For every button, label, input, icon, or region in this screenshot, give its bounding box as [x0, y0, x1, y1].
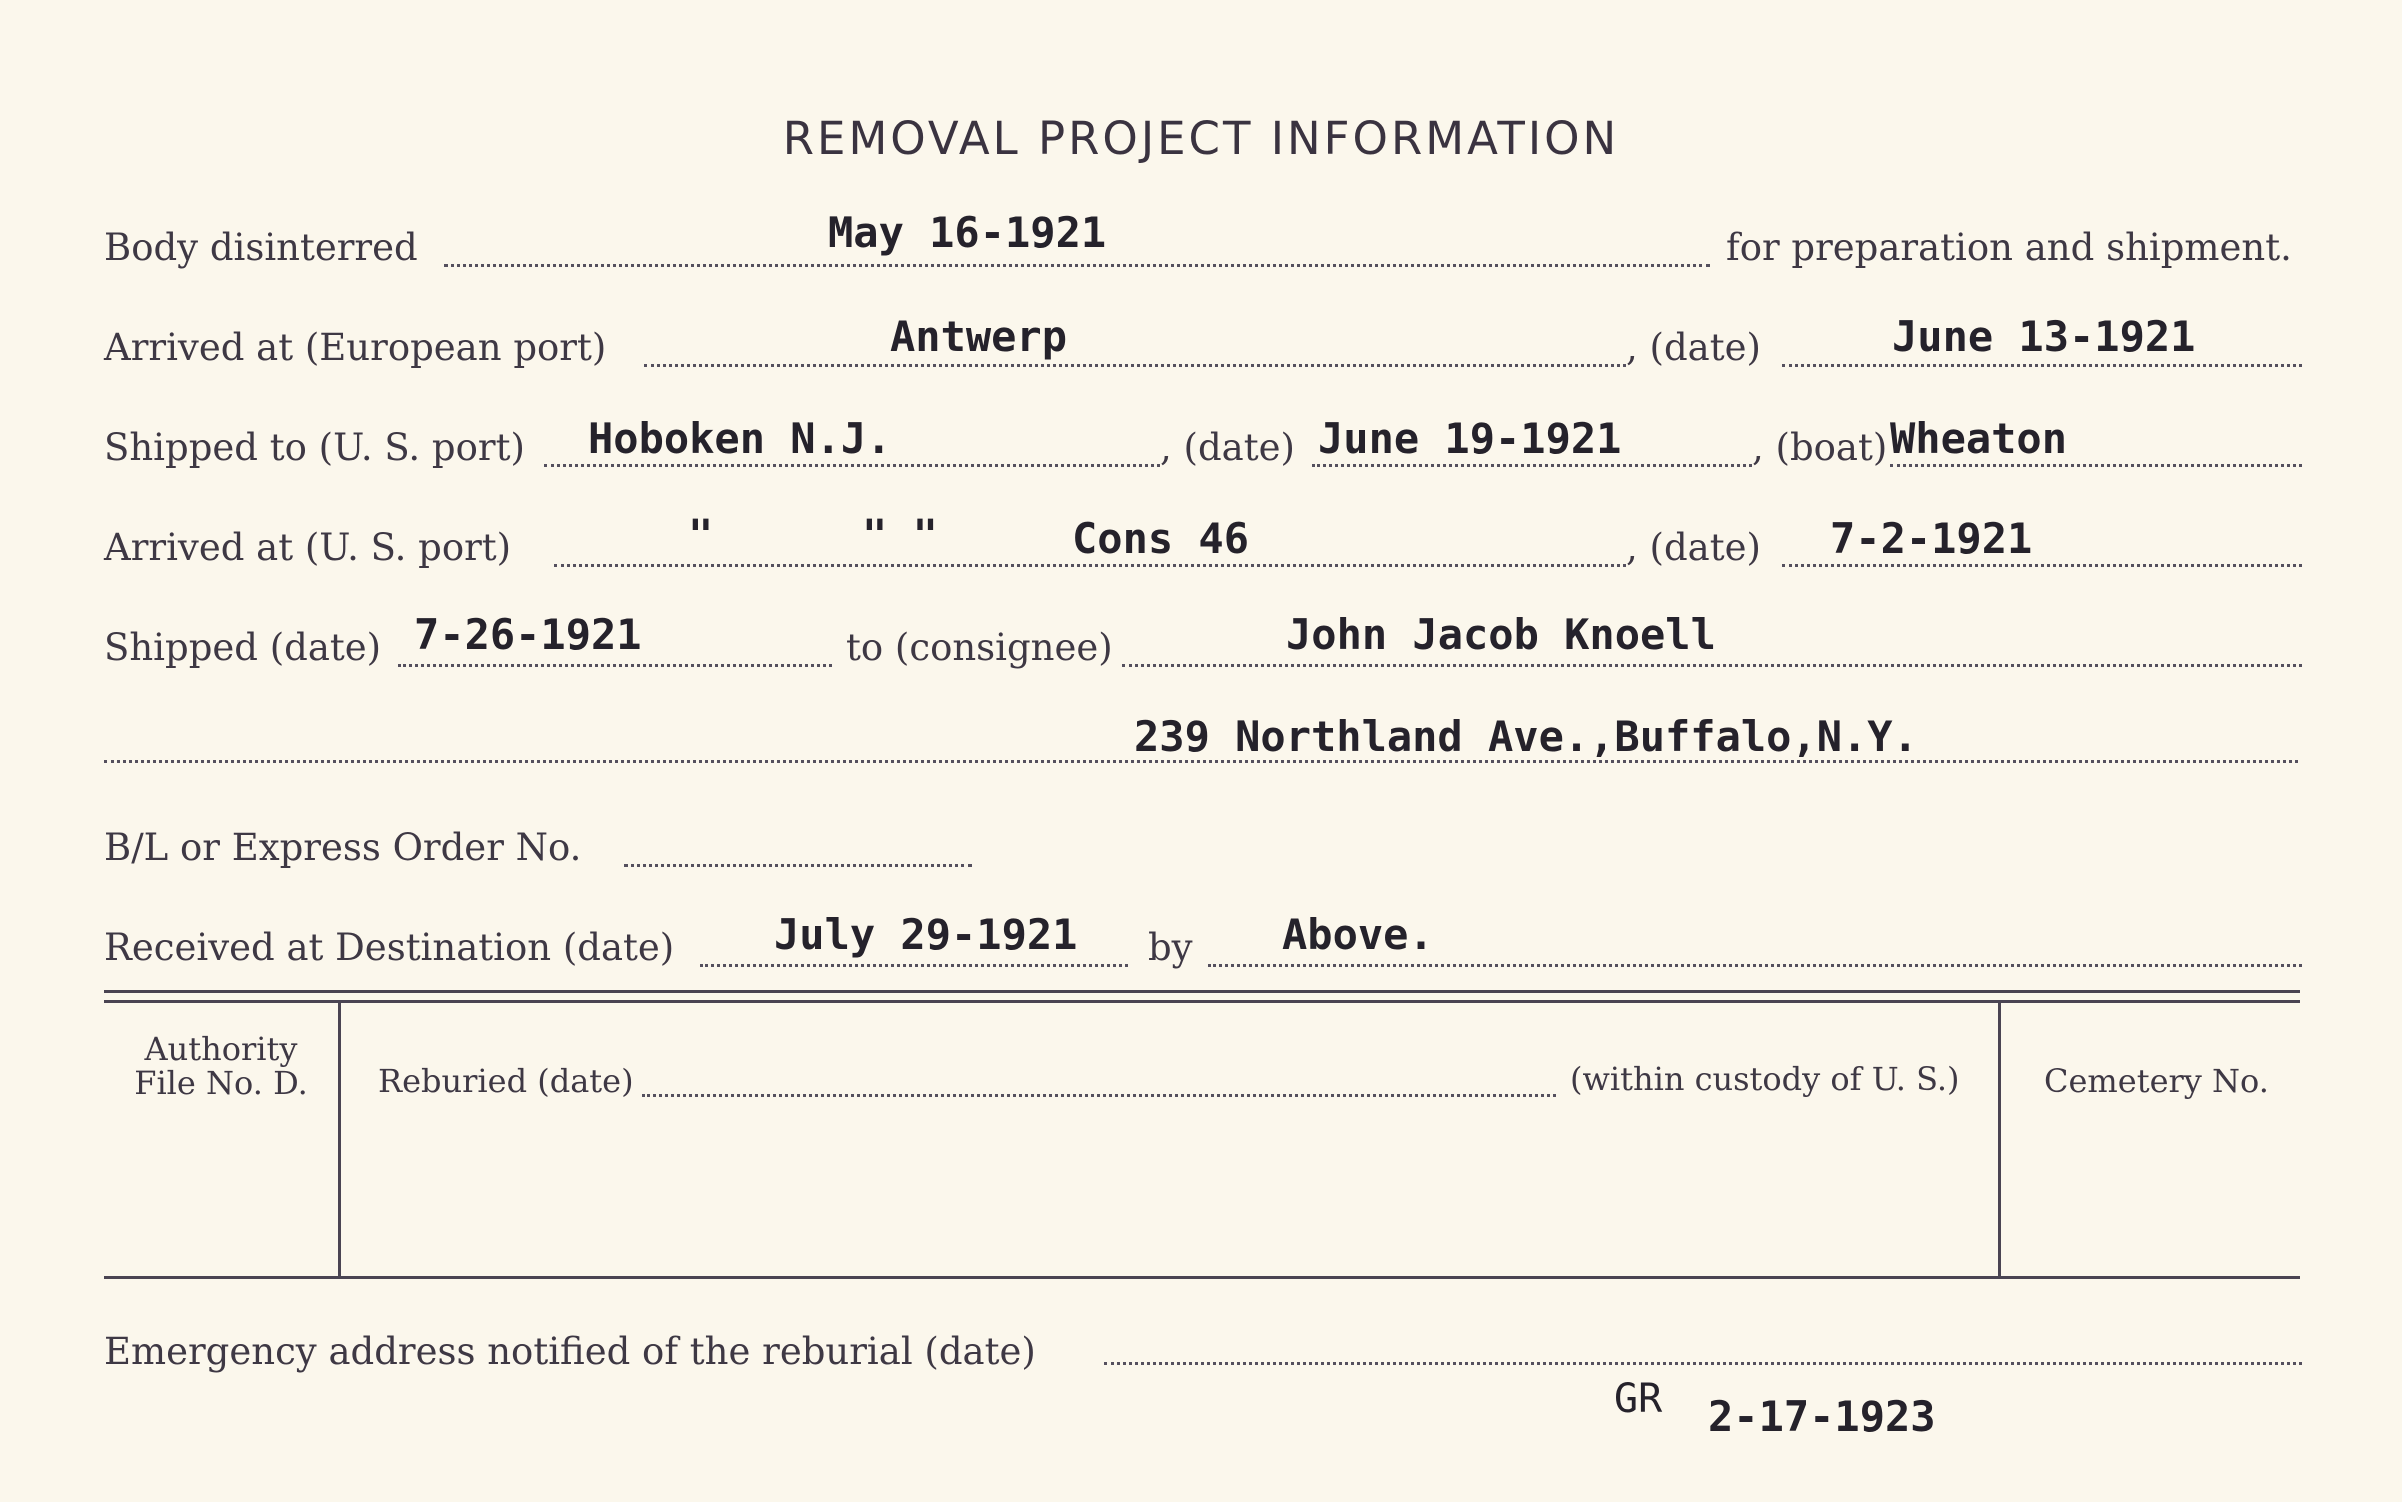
arrived-european-date-label: , (date) — [1626, 326, 1761, 369]
received-by-value: Above. — [1282, 910, 1434, 959]
bl-order-line — [624, 864, 972, 867]
shipped-to-us-date-value: June 19-1921 — [1318, 414, 1622, 463]
emergency-label: Emergency address notified of the reburial (date) — [104, 1330, 1036, 1373]
box-bottom-rule — [104, 1276, 2300, 1279]
box-top-rule-1 — [104, 990, 2300, 993]
arrived-european-date-value: June 13-1921 — [1892, 312, 2196, 361]
arrived-european-value: Antwerp — [890, 312, 1068, 361]
authority-label-line1: Authority — [144, 1030, 298, 1068]
body-disinterred-value: May 16-1921 — [828, 208, 1107, 257]
body-disinterred-suffix: for preparation and shipment. — [1726, 226, 2292, 269]
card-title: REMOVAL PROJECT INFORMATION — [782, 112, 1620, 165]
shipped-to-us-boat-line — [1890, 464, 2302, 467]
consignee-value: John Jacob Knoell — [1286, 610, 1716, 659]
received-value: July 29-1921 — [774, 910, 1078, 959]
arrived-us-label: Arrived at (U. S. port) — [104, 526, 512, 569]
reburied-label: Reburied (date) — [378, 1062, 634, 1100]
arrived-us-ditto-1: " — [688, 510, 714, 559]
shipped-to-us-boat-value: Wheaton — [1890, 414, 2068, 463]
arrived-european-label: Arrived at (European port) — [104, 326, 607, 369]
arrived-us-line — [554, 564, 1626, 567]
cemetery-label: Cemetery No. — [2044, 1062, 2269, 1100]
shipped-date-label: Shipped (date) — [104, 626, 382, 669]
received-label: Received at Destination (date) — [104, 926, 675, 969]
shipped-to-us-boat-label: , (boat) — [1752, 426, 1888, 469]
consignee-line — [1122, 664, 2302, 667]
address-value: 239 Northland Ave.,Buffalo,N.Y. — [1134, 712, 1918, 761]
arrived-european-date-line — [1782, 364, 2302, 367]
box-divider-left — [338, 1000, 341, 1276]
shipped-to-us-date-label: , (date) — [1160, 426, 1295, 469]
box-top-rule-2 — [104, 1000, 2300, 1003]
emergency-line — [1104, 1362, 2302, 1365]
received-line — [700, 964, 1128, 967]
reburied-line — [642, 1094, 1556, 1097]
stamp-date: 2-17-1923 — [1708, 1392, 1936, 1441]
custody-label: (within custody of U. S.) — [1570, 1060, 1960, 1098]
arrived-us-date-value: 7-2-1921 — [1830, 514, 2033, 563]
body-disinterred-label: Body disinterred — [104, 226, 418, 269]
shipped-date-line — [398, 664, 832, 667]
shipped-to-us-label: Shipped to (U. S. port) — [104, 426, 525, 469]
box-divider-right — [1998, 1000, 2001, 1276]
authority-label-line2: File No. D. — [134, 1064, 308, 1102]
consignee-label: to (consignee) — [846, 626, 1113, 669]
received-by-label: by — [1148, 926, 1193, 969]
arrived-european-line — [644, 364, 1626, 367]
arrived-us-ditto-2: " " — [862, 510, 938, 559]
arrived-us-date-line — [1782, 564, 2302, 567]
body-disinterred-line — [444, 264, 1710, 267]
shipped-to-us-date-line — [1312, 464, 1752, 467]
bl-order-label: B/L or Express Order No. — [104, 826, 582, 869]
stamp-initials: GR — [1614, 1376, 1663, 1422]
arrived-us-date-label: , (date) — [1626, 526, 1761, 569]
shipped-to-us-line — [544, 464, 1160, 467]
shipped-date-value: 7-26-1921 — [414, 610, 642, 659]
received-by-line — [1208, 964, 2302, 967]
shipped-to-us-value: Hoboken N.J. — [588, 414, 892, 463]
arrived-us-value: Cons 46 — [1072, 514, 1250, 563]
